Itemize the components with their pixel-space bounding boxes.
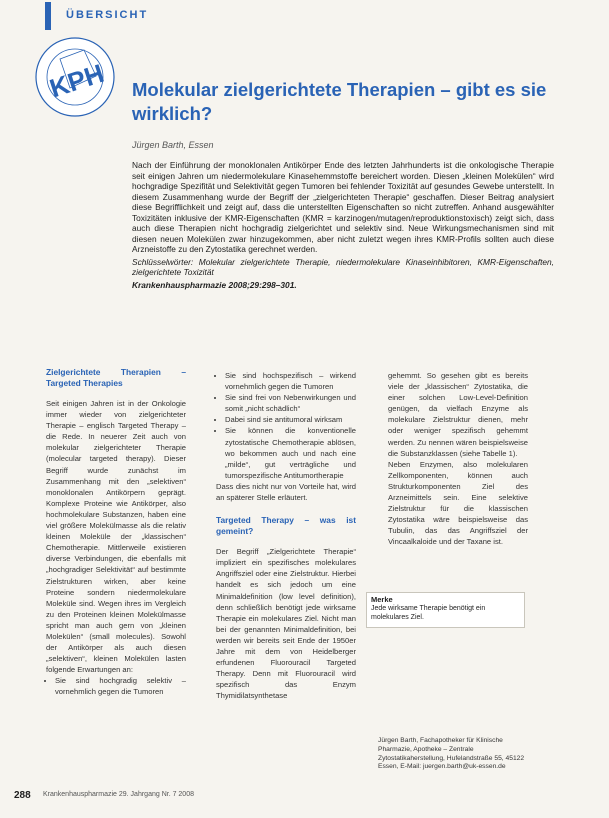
col2-body: Der Begriff „Zielgerichtete Therapie“ impliziert ein spezifisches molekulares Angriffsziel oder eine Zielstruktur. Hierbei handelt es sich jedoch um eine Minimaldefinition (low level definition), denn schließlich benötigt jede wirksame Therapie ein molekulares Ziel. Nicht man bei der genannten Minimaldefinition, bei werden wir bereits seit Ende der 1950er Jahre mit dem von Heidelberger erfundenen Fluorouracil Targeted Therapy. Denn mit Fluorouracil wird spezifisch das Enzym Thymidilatsynthetase: [216, 547, 356, 701]
list-item: • Sie sind frei von Nebenwirkungen und somit „nicht schädlich“: [225, 392, 356, 414]
col1-body: Seit einigen Jahren ist in der Onkologie immer wieder von zielgerichteter Therapie – englisch Targeted Therapy – die Rede. In neuerer Zeit auch von molekular zielgerichteter Therapie (molecular targeted therapy). Dieser Begriff wurde zunächst im Zusammenhang mit den „selektiven“ monoklonalen Antikörpern geprägt. Komplexe Proteine wie Antikörper, also hochmolekulare Substanzen, haben eine viel größere Molekülmasse als die relativ kleinen Moleküle der „klassischen“ Chemotherapie. Mittlerweile existieren diverse Verbindungen, die ebenfalls mit „hochgradiger Selektivität“ auf bestimmte Zielstrukturen wirken, aber keine Proteine sondern niedermolekulare Moleküle sind. Wegen ihres im Vergleich zu den Proteinen kleinen Molekülmasse spricht man auch gern von „kleinen Molekülen“ (small molecules). Sowohl der Antikörper als auch diesen „selektiven“, kleinen Molekülen lasten folgende Erwartungen an:: [46, 399, 186, 675]
abstract-block: [132, 160, 554, 291]
list-item: • Dabei sind sie antitumoral wirksam: [225, 414, 356, 425]
page-number: 288: [14, 790, 31, 801]
list-item: • Sie sind hochspezifisch – wirkend vornehmlich gegen die Tumoren: [225, 370, 356, 392]
heading-targeted-therapies: Zielgerichtete Therapien – Targeted Therapies: [46, 367, 186, 388]
col2-tail: Dass dies nicht nur von Vorteile hat, wird an späterer Stelle erläutert.: [216, 481, 356, 503]
list-item: • Sie sind hochgradig selektiv – vornehmlich gegen die Tumoren: [55, 675, 186, 697]
author-contact: Jürgen Barth, Fachapotheker für Klinische Pharmazie, Apotheke – Zentrale Zytostatikaherstellung, Hufelandstraße 55, 45122 Essen, E-Mail: juergen.barth@uk-essen.de: [378, 737, 525, 771]
author-line: Jürgen Barth, Essen: [132, 140, 214, 150]
section-marker-bar: [45, 2, 51, 30]
heading-was-ist-gemeint: Targeted Therapy – was ist gemeint?: [216, 515, 356, 536]
merke-title: Merke: [371, 595, 393, 604]
abstract-text: Nach der Einführung der monoklonalen Antikörper Ende des letzten Jahrhunderts ist die onkologische Therapie seit einigen Jahren um niedermolekulare Kinasehemmstoffe bereichert worden. Diesen „kleinen Molekülen“ wird hochgradige Spezifität und Selektivität gegen Tumoren bei fehlender Toxizität auf gesundes Gewebe unterstellt. In diesem Zusammenhang wurde der Begriff der „zielgerichteten Therapie“ geschaffen. Dieser Beitrag analysiert diese Begrifflichkeit und zeigt auf, dass die unterstellten Eigenschaften so nicht zutreffen. Anhand ausgewählter Toxizitäten inklusive der KMR-Eigenschaften (KMR = karzinogen/mutagen/reproduktionstoxisch) zeigt sich, dass auch diese Therapien nicht hochgradig zielgerichtet und selektiv sind. Neue Wirkungsmechanismen sind mit diesen neuen Molekülen zwar hinzugekommen, aber nicht zuletzt wegen ihres KMR-Profils sollten auch diese Arzneistoffe zu den Zytostatika gerechnet werden.: [132, 160, 554, 255]
citation: Krankenhauspharmazie 2008;29:298–301.: [132, 280, 297, 291]
article-title: Molekular zielgerichtete Therapien – gibt es sie wirklich?: [132, 79, 547, 124]
section-label: ÜBERSICHT: [66, 9, 149, 21]
column-1: [46, 367, 186, 698]
col3-body: gehemmt. So gesehen gibt es bereits viele der „klassischen“ Zytostatika, die einer solchen Low-Level-Definition genügen, da vielfach Enzyme als molekulare Zielstruktur dienen, mehr oder weniger spezifisch gehemmt werden. Zu nennen wären beispielsweise die Substanzklassen (siehe Tabelle 1).: [388, 371, 528, 458]
column-3: [388, 370, 528, 548]
merke-box: [366, 592, 525, 628]
journal-footer: Krankenhauspharmazie 29. Jahrgang Nr. 7 2008: [43, 791, 194, 798]
col3-body2: Neben Enzymen, also molekularen Zellkomponenten, können auch Strukturkomponenten Ziel des Arzneimittels sein. Eine selektive Zielstruktur für die klassischen Zytostatika wäre beispielsweise das Tubulin, das das Angriffsziel der Vincaalkaloide und der Taxane ist.: [388, 459, 528, 547]
merke-text: Jede wirksame Therapie benötigt ein molekulares Ziel.: [371, 605, 486, 621]
list-item: • Sie können die konventionelle zytostatische Chemotherapie ablösen, wo bekommen auch und nach eine „milde“, gut verträgliche und tumorspezifische Antitumortherapie: [225, 425, 356, 480]
kph-badge: [34, 36, 116, 118]
column-2: [216, 370, 356, 701]
kph-logo-text: KPH: [45, 57, 108, 104]
keywords: Schlüsselwörter: Molekular zielgerichtete Therapie, niedermolekulare Kinaseinhibitoren, KMR-Eigenschaften, zielgerichtete Toxizität: [132, 256, 554, 278]
